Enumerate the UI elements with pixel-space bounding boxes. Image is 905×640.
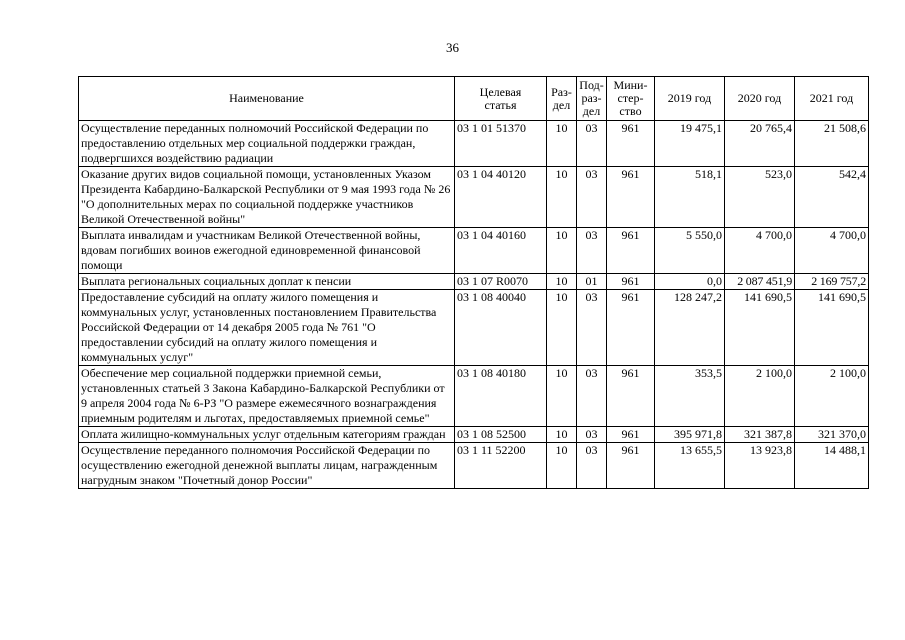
row-name: Оказание других видов социальной помощи, установленных Указом Президента Кабардино-Балкарской Республики от 9 мая 1993 года № 26 "О дополнительных мерах по социальной поддержке участников Великой Отечественной войны" <box>79 167 455 228</box>
row-target-article: 03 1 08 40180 <box>455 366 547 427</box>
budget-table <box>78 76 869 489</box>
row-target-article: 03 1 08 52500 <box>455 427 547 443</box>
row-2020: 13 923,8 <box>725 443 795 489</box>
table-header-row <box>79 77 869 121</box>
table-row <box>79 366 869 427</box>
row-2020: 4 700,0 <box>725 228 795 274</box>
row-2019: 13 655,5 <box>655 443 725 489</box>
row-2021: 4 700,0 <box>795 228 869 274</box>
row-2019: 518,1 <box>655 167 725 228</box>
row-2020: 2 100,0 <box>725 366 795 427</box>
row-2019: 0,0 <box>655 274 725 290</box>
row-target-article: 03 1 04 40120 <box>455 167 547 228</box>
row-2020: 20 765,4 <box>725 121 795 167</box>
row-subsection: 03 <box>577 167 607 228</box>
row-ministry: 961 <box>607 274 655 290</box>
row-2019: 128 247,2 <box>655 290 725 366</box>
header-2020: 2020 год <box>725 77 795 121</box>
row-ministry: 961 <box>607 167 655 228</box>
row-name: Выплата региональных социальных доплат к пенсии <box>79 274 455 290</box>
header-ministry: Мини- стер- ство <box>607 77 655 121</box>
row-subsection: 03 <box>577 443 607 489</box>
table-row <box>79 167 869 228</box>
row-section: 10 <box>547 274 577 290</box>
row-section: 10 <box>547 427 577 443</box>
row-2019: 395 971,8 <box>655 427 725 443</box>
row-2021: 542,4 <box>795 167 869 228</box>
row-2019: 353,5 <box>655 366 725 427</box>
row-section: 10 <box>547 228 577 274</box>
row-section: 10 <box>547 167 577 228</box>
row-name: Оплата жилищно-коммунальных услуг отдельным категориям граждан <box>79 427 455 443</box>
header-subsection: Под- раз- дел <box>577 77 607 121</box>
row-2021: 2 100,0 <box>795 366 869 427</box>
row-target-article: 03 1 07 R0070 <box>455 274 547 290</box>
row-2019: 19 475,1 <box>655 121 725 167</box>
row-section: 10 <box>547 443 577 489</box>
row-2020: 141 690,5 <box>725 290 795 366</box>
row-name: Осуществление переданного полномочия Российской Федерации по осуществлению ежегодной денежной выплаты лицам, награжденным нагрудным знаком "Почетный донор России" <box>79 443 455 489</box>
row-ministry: 961 <box>607 290 655 366</box>
header-target-article: Целевая статья <box>455 77 547 121</box>
header-2021: 2021 год <box>795 77 869 121</box>
row-target-article: 03 1 01 51370 <box>455 121 547 167</box>
row-ministry: 961 <box>607 366 655 427</box>
row-name: Обеспечение мер социальной поддержки приемной семьи, установленных статьей 3 Закона Кабардино-Балкарской Республики от 9 апреля 2004 года № 6-РЗ "О размере ежемесячного вознаграждения приемным родителям и льготах, предоставляемых приемной семье" <box>79 366 455 427</box>
row-ministry: 961 <box>607 228 655 274</box>
table-row <box>79 290 869 366</box>
row-2021: 321 370,0 <box>795 427 869 443</box>
table-row <box>79 121 869 167</box>
row-name: Предоставление субсидий на оплату жилого помещения и коммунальных услуг, установленных постановлением Правительства Российской Федерации от 14 декабря 2005 года № 761 "О предоставлении субсидий на оплату жилого помещения и коммунальных услуг" <box>79 290 455 366</box>
row-2020: 2 087 451,9 <box>725 274 795 290</box>
row-2021: 21 508,6 <box>795 121 869 167</box>
row-ministry: 961 <box>607 121 655 167</box>
row-subsection: 03 <box>577 121 607 167</box>
row-2021: 14 488,1 <box>795 443 869 489</box>
row-name: Осуществление переданных полномочий Российской Федерации по предоставлению отдельных мер социальной поддержки граждан, подвергшихся воздействию радиации <box>79 121 455 167</box>
row-subsection: 03 <box>577 366 607 427</box>
row-target-article: 03 1 04 40160 <box>455 228 547 274</box>
row-ministry: 961 <box>607 427 655 443</box>
row-target-article: 03 1 08 40040 <box>455 290 547 366</box>
row-2021: 2 169 757,2 <box>795 274 869 290</box>
row-subsection: 03 <box>577 228 607 274</box>
header-section: Раз- дел <box>547 77 577 121</box>
table-row <box>79 443 869 489</box>
row-2020: 523,0 <box>725 167 795 228</box>
row-section: 10 <box>547 121 577 167</box>
row-2020: 321 387,8 <box>725 427 795 443</box>
page-number: 36 <box>446 40 459 55</box>
row-subsection: 03 <box>577 427 607 443</box>
header-name: Наименование <box>79 77 455 121</box>
row-2019: 5 550,0 <box>655 228 725 274</box>
header-2019: 2019 год <box>655 77 725 121</box>
table-row <box>79 427 869 443</box>
row-section: 10 <box>547 366 577 427</box>
table-row <box>79 274 869 290</box>
row-subsection: 03 <box>577 290 607 366</box>
table-row <box>79 228 869 274</box>
row-target-article: 03 1 11 52200 <box>455 443 547 489</box>
row-name: Выплата инвалидам и участникам Великой Отечественной войны, вдовам погибших воинов ежегодной единовременной финансовой помощи <box>79 228 455 274</box>
row-section: 10 <box>547 290 577 366</box>
row-ministry: 961 <box>607 443 655 489</box>
row-subsection: 01 <box>577 274 607 290</box>
row-2021: 141 690,5 <box>795 290 869 366</box>
